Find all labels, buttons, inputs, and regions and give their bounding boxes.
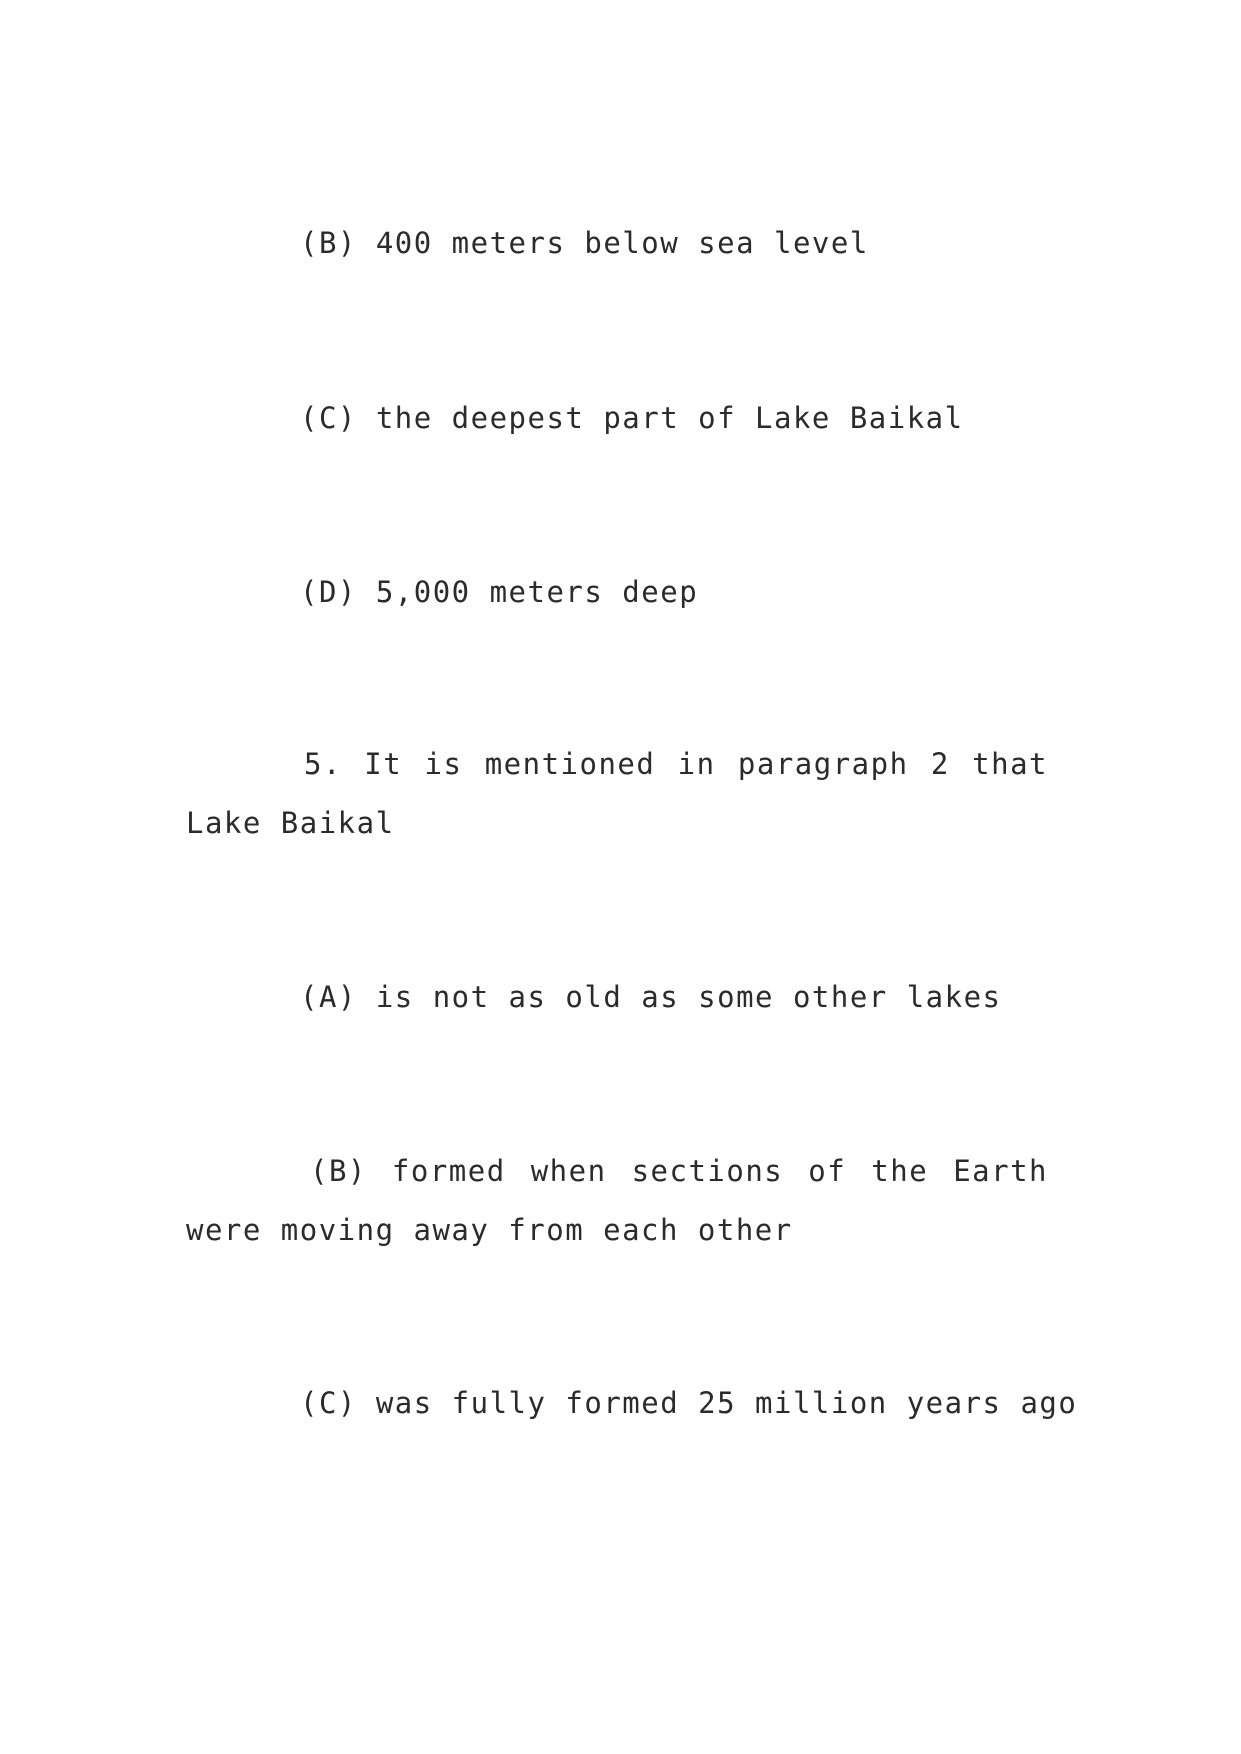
question-5-stem: 5. It is mentioned in paragraph 2 that Lake Baikal [186, 747, 1048, 840]
option-b-question-5: (B) formed when sections of the Earth were moving away from each other [186, 1154, 1048, 1247]
option-c-question-5: (C) was fully formed 25 million years ago [300, 1386, 1078, 1420]
option-a-question-5: (A) is not as old as some other lakes [300, 980, 1002, 1014]
option-c-question-4: (C) the deepest part of Lake Baikal [300, 401, 964, 435]
option-b-question-4: (B) 400 meters below sea level [300, 226, 869, 260]
option-d-question-4: (D) 5,000 meters deep [300, 575, 699, 609]
